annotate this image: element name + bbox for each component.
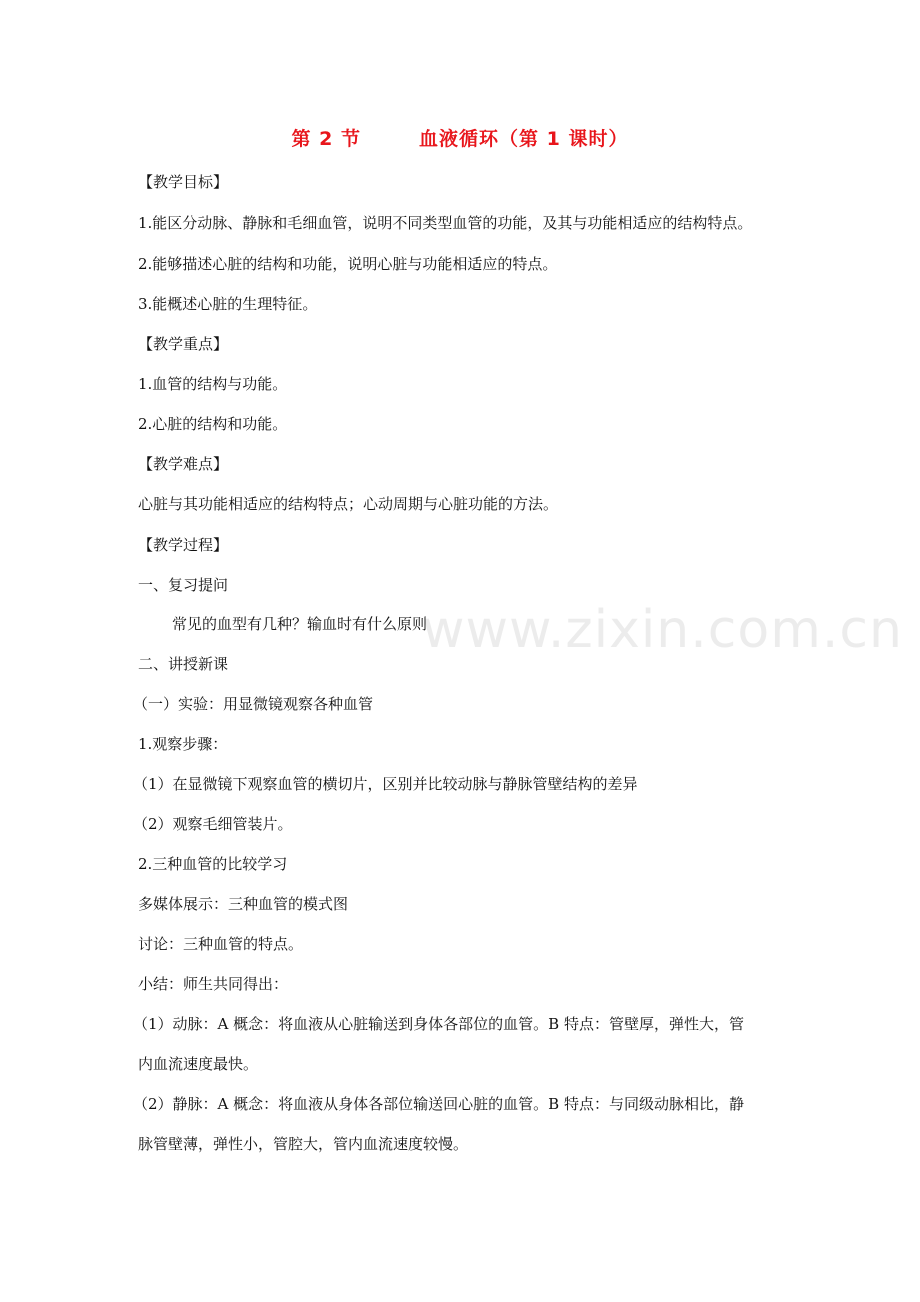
vein-line-1: （2）静脉：A 概念：将血液从身体各部位输送回心脏的血管。B 特点：与同级动脉相比，静 (133, 1095, 744, 1113)
page-title (0, 124, 920, 151)
key-point-item-2: 2.心脏的结构和功能。 (138, 415, 288, 433)
summary-line: 小结：师生共同得出： (138, 975, 289, 993)
difficulties-heading: 【教学难点】 (138, 455, 229, 473)
key-point-item-1: 1.血管的结构与功能。 (138, 375, 288, 393)
steps-heading: 1.观察步骤： (138, 735, 228, 753)
compare-heading: 2.三种血管的比较学习 (138, 855, 288, 873)
step-1: （1）在显微镜下观察血管的横切片，区别并比较动脉与静脉管壁结构的差异 (133, 775, 638, 793)
key-points-heading: 【教学重点】 (138, 335, 229, 353)
vein-line-2: 脉管壁薄，弹性小，管腔大，管内血流速度较慢。 (138, 1135, 469, 1153)
artery-line-2: 内血流速度最快。 (138, 1055, 259, 1073)
section-number: 第 2 节 (291, 128, 361, 150)
discussion-line: 讨论：三种血管的特点。 (138, 935, 304, 953)
review-heading: 一、复习提问 (138, 576, 229, 594)
watermark: www.zixin.com.cn (422, 600, 903, 660)
multimedia-line: 多媒体展示：三种血管的模式图 (138, 895, 349, 913)
objective-item-1: 1.能区分动脉、静脉和毛细血管，说明不同类型血管的功能，及其与功能相适应的结构特点。 (138, 214, 753, 232)
experiment-heading: （一）实验：用显微镜观察各种血管 (133, 695, 374, 713)
objectives-heading: 【教学目标】 (138, 173, 229, 191)
review-question: 常见的血型有几种？输血时有什么原则 (172, 615, 428, 633)
process-heading: 【教学过程】 (138, 536, 229, 554)
artery-line-1: （1）动脉：A 概念：将血液从心脏输送到身体各部位的血管。B 特点：管壁厚，弹性大，管 (133, 1015, 744, 1033)
objective-item-2: 2.能够描述心脏的结构和功能，说明心脏与功能相适应的特点。 (138, 255, 558, 273)
difficulties-text: 心脏与其功能相适应的结构特点；心动周期与心脏功能的方法。 (138, 495, 559, 513)
step-2: （2）观察毛细管装片。 (133, 815, 293, 833)
new-lesson-heading: 二、讲授新课 (138, 655, 229, 673)
objective-item-3: 3.能概述心脏的生理特征。 (138, 295, 318, 313)
section-topic: 血液循环（第 1 课时） (419, 128, 629, 150)
